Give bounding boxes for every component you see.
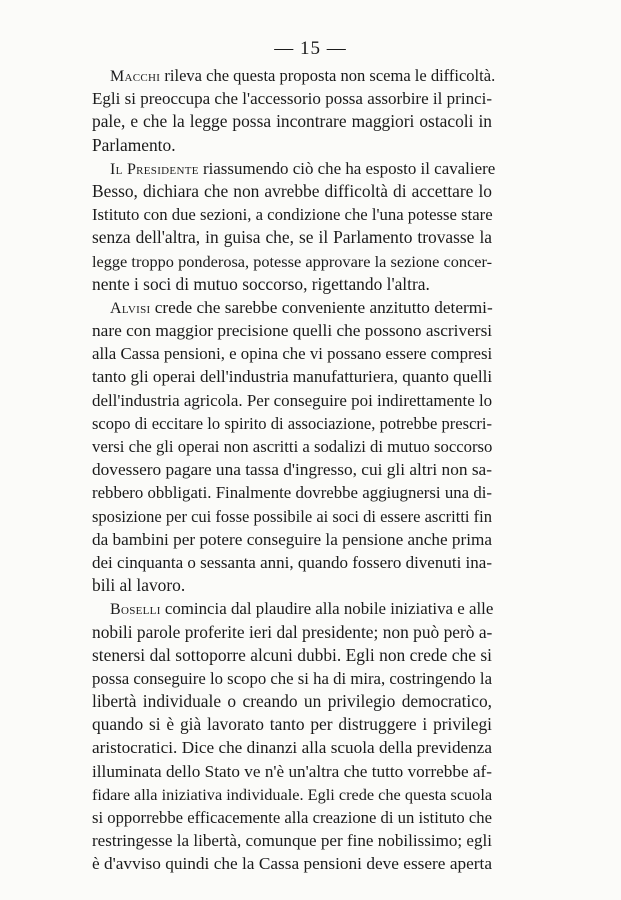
text-line: Il Presidente riassumendo ciò che ha esposto il cavaliere <box>110 158 496 178</box>
text-line: Besso, dichiara che non avrebbe difficoltà di accettare lo <box>92 180 492 201</box>
text-line: nente i soci di mutuo soccorso, rigettando l'altra. <box>92 273 430 294</box>
text-line: senza dell'altra, in guisa che, se il Parlamento trovasse la <box>92 227 492 248</box>
paragraph-boselli <box>92 597 492 875</box>
text-line: possa conseguire lo scopo che si ha di mira, costringendo la <box>92 668 492 688</box>
body-text <box>92 64 496 876</box>
text-line: Boselli comincia dal plaudire alla nobile iniziativa e alle <box>110 599 494 619</box>
text-line: illuminata dello Stato ve n'è un'altra che tutto vorrebbe af- <box>92 761 492 781</box>
text-line: legge troppo ponderosa, potesse approvare la sezione concer- <box>92 251 492 271</box>
text-line: dell'industria agricola. Per conseguire poi indirettamente lo <box>92 390 493 410</box>
text-line: stenersi dal sottoporre alcuni dubbi. Egli non crede che si <box>92 644 492 665</box>
text-line: Istituto con due sezioni, a condizione che l'una potesse stare <box>92 205 493 225</box>
text-line: restringesse la libertà, comunque per fine nobilissimo; egli <box>92 831 492 851</box>
text-line: Alvisi crede che sarebbe conveniente anzitutto determi- <box>110 297 493 317</box>
text-line: aristocratici. Dice che dinanzi alla scuola della previdenza <box>92 738 492 758</box>
text-line: alla Cassa pensioni, e opina che vi possano essere compresi <box>92 344 493 364</box>
paragraph-alvisi <box>92 296 492 597</box>
text-line: dovessero pagare una tassa d'ingresso, cui gli altri non sa- <box>92 460 492 480</box>
text-line: quando si è già lavorato tanto per distruggere i privilegi <box>92 714 492 735</box>
paragraph-presidente <box>92 157 496 296</box>
text-line: versi che gli operai non ascritti a sodalizi di mutuo soccorso <box>92 437 493 456</box>
text-line: scopo di eccitare lo spirito di associazione, potrebbe prescri- <box>92 413 492 433</box>
text-line: tanto gli operai dell'industria manufatturiera, quanto quelli <box>92 367 493 387</box>
text-line: sposizione per cui fosse possibile ai soci di essere ascritti fin <box>92 506 492 526</box>
speaker-name: Boselli <box>110 601 161 619</box>
text-line: dei cinquanta o sessanta anni, quando fossero divenuti ina- <box>92 552 492 572</box>
text-line: da bambini per potere conseguire la pensione anche prima <box>92 529 492 549</box>
text-line: libertà individuale o creando un privilegio democratico, <box>92 691 492 712</box>
text-line: Egli si preoccupa che l'accessorio possa assorbire il princi- <box>92 89 492 109</box>
speaker-name: Macchi <box>110 68 161 85</box>
text-line: Parlamento. <box>92 134 176 155</box>
text-line: rebbero obbligati. Finalmente dovrebbe aggiugnersi una di- <box>92 483 492 503</box>
text-line: nobili parole proferite ieri dal presidente; non può però a- <box>92 621 493 642</box>
text-line: è d'avviso quindi che la Cassa pensioni deve essere aperta <box>92 854 492 874</box>
text-line: bili al lavoro. <box>92 575 186 596</box>
paragraph-macchi <box>92 64 496 157</box>
text-line: fidare alla iniziativa individuale. Egli crede che questa scuola <box>92 784 493 804</box>
text-line: pale, e che la legge possa incontrare maggiori ostacoli in <box>92 111 492 132</box>
text-line: nare con maggior precisione quelli che possono ascriversi <box>92 321 493 341</box>
speaker-name: Il Presidente <box>110 160 199 178</box>
text-line: si opporrebbe efficacemente alla creazione di un istituto che <box>92 808 492 827</box>
page-number: — 15 — <box>274 38 347 59</box>
text-line: Macchi rileva che questa proposta non scema le difficoltà. <box>110 66 496 85</box>
speaker-name: Alvisi <box>110 299 151 317</box>
